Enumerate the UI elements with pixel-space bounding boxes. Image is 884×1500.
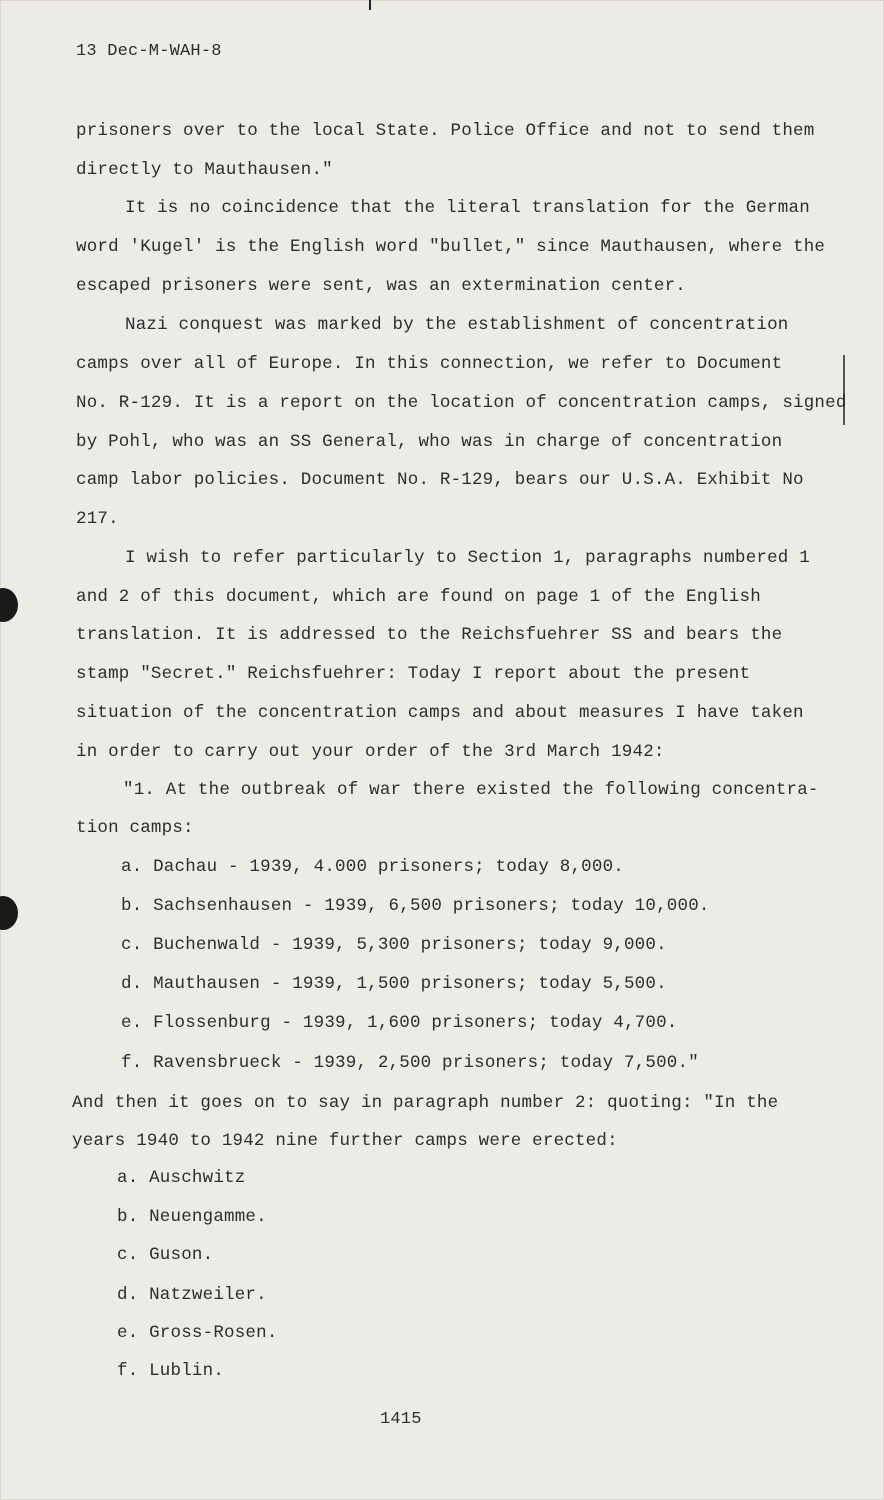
text-line: escaped prisoners were sent, was an extermination center. — [76, 276, 686, 296]
text-line: 217. — [76, 509, 119, 529]
list-item: d. Mauthausen - 1939, 1,500 prisoners; today 5,500. — [121, 974, 667, 994]
text-line: Nazi conquest was marked by the establishment of concentration — [125, 315, 789, 335]
text-line: No. R-129. It is a report on the location of concentration camps, signed — [76, 393, 847, 413]
text-line: "1. At the outbreak of war there existed the following concentra- — [123, 780, 819, 800]
text-line: translation. It is addressed to the Reichsfuehrer SS and bears the — [76, 625, 783, 645]
text-line: camps over all of Europe. In this connection, we refer to Document — [76, 354, 783, 374]
list-item: a. Auschwitz — [117, 1168, 246, 1188]
text-line: word 'Kugel' is the English word "bullet," since Mauthausen, where the — [76, 237, 826, 257]
text-line: situation of the concentration camps and about measures I have taken — [76, 703, 804, 723]
text-line: And then it goes on to say in paragraph number 2: quoting: "In the — [72, 1093, 779, 1113]
list-item: e. Flossenburg - 1939, 1,600 prisoners; today 4,700. — [121, 1013, 678, 1033]
text-line: stamp "Secret." Reichsfuehrer: Today I report about the present — [76, 664, 751, 684]
text-line: tion camps: — [76, 818, 194, 838]
text-line: prisoners over to the local State. Police Office and not to send them — [76, 121, 815, 141]
text-line: by Pohl, who was an SS General, who was in charge of concentration — [76, 432, 783, 452]
text-line: in order to carry out your order of the 3rd March 1942: — [76, 742, 665, 762]
text-line: directly to Mauthausen." — [76, 160, 333, 180]
page-number: 1415 — [380, 1410, 422, 1429]
list-item: b. Neuengamme. — [117, 1207, 267, 1227]
text-line: camp labor policies. Document No. R-129, bears our U.S.A. Exhibit No — [76, 470, 804, 490]
top-mark — [369, 0, 371, 10]
list-item: c. Guson. — [117, 1245, 214, 1265]
text-line: I wish to refer particularly to Section 1, paragraphs numbered 1 — [125, 548, 810, 568]
list-item: f. Lublin. — [117, 1361, 225, 1381]
text-line: years 1940 to 1942 nine further camps were erected: — [72, 1131, 618, 1151]
list-item: d. Natzweiler. — [117, 1285, 267, 1305]
margin-mark — [843, 355, 845, 425]
list-item: a. Dachau - 1939, 4.000 prisoners; today 8,000. — [121, 857, 624, 877]
list-item: b. Sachsenhausen - 1939, 6,500 prisoners; today 10,000. — [121, 896, 710, 916]
list-item: f. Ravensbrueck - 1939, 2,500 prisoners; today 7,500." — [121, 1053, 699, 1073]
list-item: c. Buchenwald - 1939, 5,300 prisoners; today 9,000. — [121, 935, 667, 955]
list-item: e. Gross-Rosen. — [117, 1323, 278, 1343]
binder-hole-lower — [0, 896, 18, 930]
binder-hole-upper — [0, 588, 18, 622]
text-line: It is no coincidence that the literal translation for the German — [125, 198, 810, 218]
document-header-id: 13 Dec-M-WAH-8 — [76, 42, 222, 61]
text-line: and 2 of this document, which are found on page 1 of the English — [76, 587, 761, 607]
